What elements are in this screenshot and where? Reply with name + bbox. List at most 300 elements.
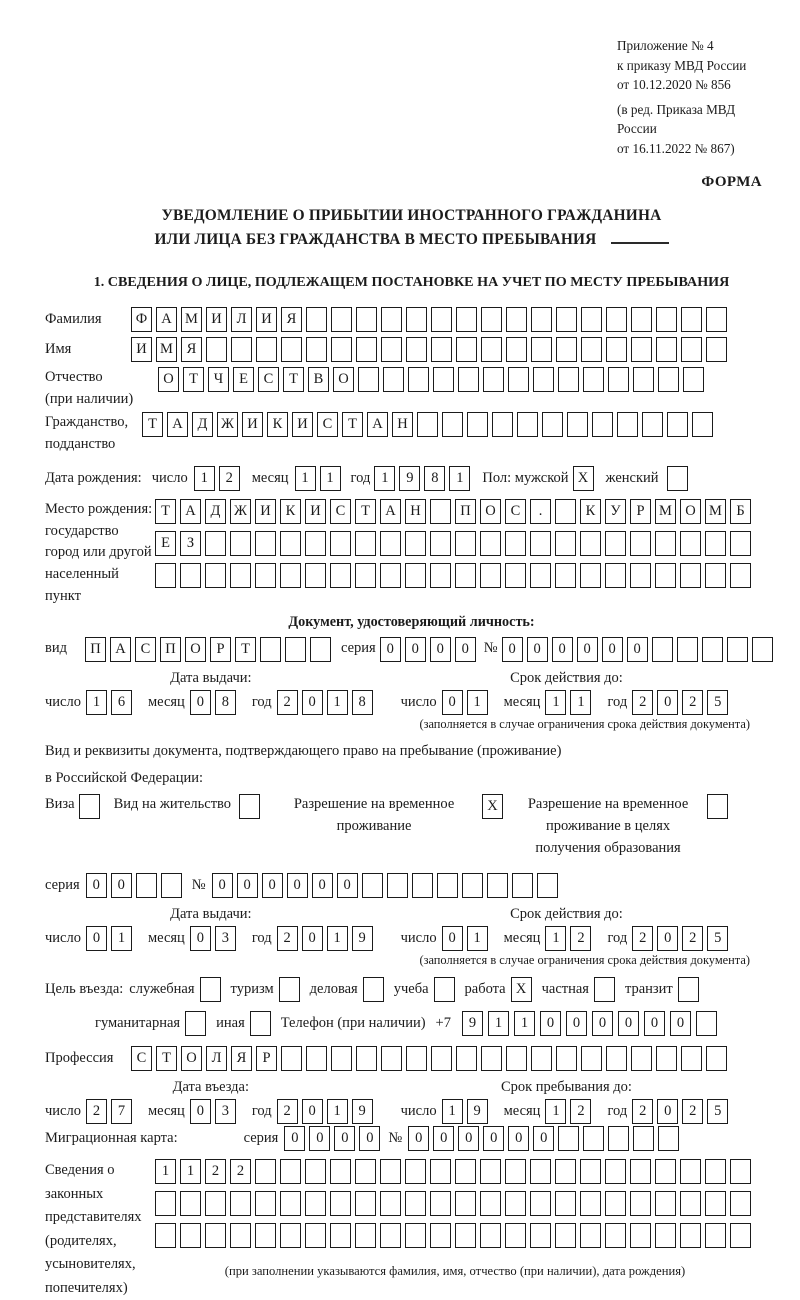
char-box[interactable] bbox=[580, 563, 601, 588]
char-box[interactable] bbox=[658, 1126, 679, 1151]
char-box[interactable] bbox=[680, 1223, 701, 1248]
char-box[interactable]: 5 bbox=[707, 690, 728, 715]
char-box[interactable]: Т bbox=[183, 367, 204, 392]
char-box[interactable]: О bbox=[680, 499, 701, 524]
char-box[interactable]: 0 bbox=[644, 1011, 665, 1036]
char-box[interactable] bbox=[706, 337, 727, 362]
char-box[interactable] bbox=[531, 1046, 552, 1071]
char-box[interactable]: Т bbox=[283, 367, 304, 392]
purpose-transit-checkbox[interactable] bbox=[678, 977, 699, 1002]
char-box[interactable] bbox=[306, 1046, 327, 1071]
purpose-other-checkbox[interactable] bbox=[250, 1011, 271, 1036]
char-box[interactable] bbox=[683, 367, 704, 392]
char-box[interactable] bbox=[412, 873, 433, 898]
char-box[interactable] bbox=[567, 412, 588, 437]
char-box[interactable] bbox=[702, 637, 723, 662]
char-box[interactable] bbox=[430, 1191, 451, 1216]
char-box[interactable]: 0 bbox=[237, 873, 258, 898]
char-box[interactable]: 0 bbox=[540, 1011, 561, 1036]
char-box[interactable] bbox=[480, 1191, 501, 1216]
char-box[interactable] bbox=[305, 1159, 326, 1184]
char-box[interactable]: 1 bbox=[545, 690, 566, 715]
char-box[interactable] bbox=[730, 1191, 751, 1216]
char-box[interactable] bbox=[581, 307, 602, 332]
char-box[interactable]: С bbox=[258, 367, 279, 392]
char-box[interactable]: С bbox=[330, 499, 351, 524]
char-box[interactable]: Б bbox=[730, 499, 751, 524]
char-box[interactable]: 0 bbox=[337, 873, 358, 898]
char-box[interactable] bbox=[455, 1159, 476, 1184]
char-box[interactable]: Я bbox=[281, 307, 302, 332]
char-box[interactable] bbox=[677, 637, 698, 662]
char-box[interactable] bbox=[356, 307, 377, 332]
char-box[interactable] bbox=[430, 563, 451, 588]
char-box[interactable] bbox=[605, 563, 626, 588]
char-box[interactable] bbox=[255, 1159, 276, 1184]
char-box[interactable] bbox=[281, 1046, 302, 1071]
char-box[interactable] bbox=[355, 1191, 376, 1216]
char-box[interactable]: К bbox=[580, 499, 601, 524]
char-box[interactable] bbox=[431, 1046, 452, 1071]
char-box[interactable]: Е bbox=[233, 367, 254, 392]
char-box[interactable] bbox=[380, 1223, 401, 1248]
char-box[interactable] bbox=[458, 367, 479, 392]
char-box[interactable] bbox=[631, 1046, 652, 1071]
char-box[interactable]: 0 bbox=[190, 1099, 211, 1124]
char-box[interactable] bbox=[456, 1046, 477, 1071]
char-box[interactable] bbox=[530, 1223, 551, 1248]
char-box[interactable]: 9 bbox=[352, 1099, 373, 1124]
char-box[interactable] bbox=[555, 499, 576, 524]
char-box[interactable] bbox=[681, 1046, 702, 1071]
char-box[interactable] bbox=[455, 1191, 476, 1216]
char-box[interactable]: 1 bbox=[449, 466, 470, 491]
char-box[interactable] bbox=[387, 873, 408, 898]
char-box[interactable] bbox=[155, 1223, 176, 1248]
char-box[interactable] bbox=[505, 563, 526, 588]
char-box[interactable]: 1 bbox=[180, 1159, 201, 1184]
char-box[interactable] bbox=[605, 531, 626, 556]
char-box[interactable]: 0 bbox=[380, 637, 401, 662]
char-box[interactable] bbox=[381, 1046, 402, 1071]
char-box[interactable]: 9 bbox=[462, 1011, 483, 1036]
char-box[interactable] bbox=[205, 563, 226, 588]
purpose-humanitarian-checkbox[interactable] bbox=[185, 1011, 206, 1036]
char-box[interactable]: 0 bbox=[618, 1011, 639, 1036]
char-box[interactable] bbox=[655, 1159, 676, 1184]
char-box[interactable]: 0 bbox=[86, 926, 107, 951]
char-box[interactable] bbox=[358, 367, 379, 392]
char-box[interactable] bbox=[558, 367, 579, 392]
char-box[interactable]: Т bbox=[156, 1046, 177, 1071]
char-box[interactable] bbox=[230, 563, 251, 588]
char-box[interactable] bbox=[592, 412, 613, 437]
char-box[interactable]: 2 bbox=[86, 1099, 107, 1124]
char-box[interactable]: 2 bbox=[230, 1159, 251, 1184]
char-box[interactable] bbox=[455, 1223, 476, 1248]
char-box[interactable]: П bbox=[455, 499, 476, 524]
char-box[interactable] bbox=[492, 412, 513, 437]
char-box[interactable] bbox=[642, 412, 663, 437]
char-box[interactable]: 5 bbox=[707, 1099, 728, 1124]
char-box[interactable] bbox=[656, 337, 677, 362]
char-box[interactable]: 3 bbox=[215, 926, 236, 951]
char-box[interactable] bbox=[556, 1046, 577, 1071]
char-box[interactable]: 1 bbox=[155, 1159, 176, 1184]
visa-checkbox[interactable] bbox=[79, 794, 100, 819]
char-box[interactable] bbox=[155, 563, 176, 588]
char-box[interactable] bbox=[305, 563, 326, 588]
char-box[interactable]: 0 bbox=[302, 926, 323, 951]
char-box[interactable]: 0 bbox=[455, 637, 476, 662]
char-box[interactable]: В bbox=[308, 367, 329, 392]
char-box[interactable] bbox=[355, 531, 376, 556]
char-box[interactable] bbox=[362, 873, 383, 898]
char-box[interactable]: Р bbox=[210, 637, 231, 662]
char-box[interactable]: Е bbox=[155, 531, 176, 556]
char-box[interactable] bbox=[180, 563, 201, 588]
char-box[interactable] bbox=[255, 1223, 276, 1248]
char-box[interactable] bbox=[605, 1159, 626, 1184]
char-box[interactable] bbox=[533, 367, 554, 392]
char-box[interactable]: З bbox=[180, 531, 201, 556]
char-box[interactable] bbox=[681, 307, 702, 332]
char-box[interactable]: 0 bbox=[408, 1126, 429, 1151]
char-box[interactable] bbox=[330, 531, 351, 556]
char-box[interactable]: 0 bbox=[111, 873, 132, 898]
char-box[interactable] bbox=[331, 1046, 352, 1071]
char-box[interactable] bbox=[606, 307, 627, 332]
char-box[interactable]: 0 bbox=[212, 873, 233, 898]
char-box[interactable]: 0 bbox=[262, 873, 283, 898]
char-box[interactable] bbox=[255, 531, 276, 556]
char-box[interactable]: 6 bbox=[111, 690, 132, 715]
char-box[interactable]: 1 bbox=[488, 1011, 509, 1036]
char-box[interactable] bbox=[606, 1046, 627, 1071]
char-box[interactable] bbox=[433, 367, 454, 392]
char-box[interactable] bbox=[656, 307, 677, 332]
char-box[interactable]: Ф bbox=[131, 307, 152, 332]
char-box[interactable]: С bbox=[135, 637, 156, 662]
char-box[interactable]: 1 bbox=[570, 690, 591, 715]
char-box[interactable] bbox=[487, 873, 508, 898]
purpose-study-checkbox[interactable] bbox=[434, 977, 455, 1002]
char-box[interactable]: 0 bbox=[592, 1011, 613, 1036]
char-box[interactable] bbox=[505, 531, 526, 556]
char-box[interactable] bbox=[556, 337, 577, 362]
char-box[interactable]: Я bbox=[181, 337, 202, 362]
char-box[interactable]: А bbox=[110, 637, 131, 662]
char-box[interactable] bbox=[437, 873, 458, 898]
char-box[interactable]: . bbox=[530, 499, 551, 524]
char-box[interactable] bbox=[505, 1191, 526, 1216]
char-box[interactable]: К bbox=[280, 499, 301, 524]
char-box[interactable] bbox=[505, 1223, 526, 1248]
char-box[interactable] bbox=[655, 563, 676, 588]
char-box[interactable] bbox=[380, 1191, 401, 1216]
char-box[interactable] bbox=[655, 1191, 676, 1216]
char-box[interactable]: 3 bbox=[215, 1099, 236, 1124]
char-box[interactable] bbox=[656, 1046, 677, 1071]
char-box[interactable]: К bbox=[267, 412, 288, 437]
char-box[interactable] bbox=[580, 531, 601, 556]
char-box[interactable]: И bbox=[292, 412, 313, 437]
char-box[interactable] bbox=[581, 337, 602, 362]
char-box[interactable]: 0 bbox=[602, 637, 623, 662]
char-box[interactable] bbox=[555, 531, 576, 556]
char-box[interactable] bbox=[530, 563, 551, 588]
sex-female-checkbox[interactable] bbox=[667, 466, 688, 491]
char-box[interactable] bbox=[517, 412, 538, 437]
char-box[interactable] bbox=[480, 1159, 501, 1184]
char-box[interactable] bbox=[617, 412, 638, 437]
char-box[interactable]: 2 bbox=[632, 1099, 653, 1124]
char-box[interactable] bbox=[431, 337, 452, 362]
char-box[interactable]: Л bbox=[206, 1046, 227, 1071]
char-box[interactable]: 0 bbox=[190, 690, 211, 715]
char-box[interactable]: 1 bbox=[545, 926, 566, 951]
char-box[interactable] bbox=[205, 1223, 226, 1248]
char-box[interactable] bbox=[406, 337, 427, 362]
char-box[interactable]: 9 bbox=[399, 466, 420, 491]
char-box[interactable] bbox=[730, 531, 751, 556]
char-box[interactable]: 0 bbox=[458, 1126, 479, 1151]
char-box[interactable] bbox=[730, 1159, 751, 1184]
char-box[interactable] bbox=[727, 637, 748, 662]
char-box[interactable] bbox=[555, 1223, 576, 1248]
char-box[interactable] bbox=[508, 367, 529, 392]
char-box[interactable] bbox=[280, 563, 301, 588]
char-box[interactable] bbox=[556, 307, 577, 332]
char-box[interactable] bbox=[255, 563, 276, 588]
char-box[interactable] bbox=[305, 1191, 326, 1216]
char-box[interactable] bbox=[531, 307, 552, 332]
char-box[interactable]: 1 bbox=[295, 466, 316, 491]
char-box[interactable]: 0 bbox=[627, 637, 648, 662]
char-box[interactable]: 0 bbox=[527, 637, 548, 662]
char-box[interactable] bbox=[285, 637, 306, 662]
char-box[interactable]: 0 bbox=[309, 1126, 330, 1151]
char-box[interactable] bbox=[280, 1159, 301, 1184]
char-box[interactable]: Т bbox=[342, 412, 363, 437]
char-box[interactable]: Т bbox=[155, 499, 176, 524]
char-box[interactable]: Д bbox=[205, 499, 226, 524]
char-box[interactable] bbox=[481, 337, 502, 362]
char-box[interactable]: 0 bbox=[284, 1126, 305, 1151]
char-box[interactable] bbox=[705, 531, 726, 556]
char-box[interactable] bbox=[380, 563, 401, 588]
char-box[interactable]: 2 bbox=[632, 926, 653, 951]
char-box[interactable] bbox=[330, 1223, 351, 1248]
char-box[interactable] bbox=[406, 1046, 427, 1071]
char-box[interactable]: 1 bbox=[320, 466, 341, 491]
char-box[interactable] bbox=[705, 1159, 726, 1184]
sex-male-checkbox[interactable]: X bbox=[573, 466, 594, 491]
char-box[interactable] bbox=[680, 1191, 701, 1216]
char-box[interactable] bbox=[405, 563, 426, 588]
char-box[interactable] bbox=[631, 307, 652, 332]
char-box[interactable] bbox=[580, 1159, 601, 1184]
char-box[interactable] bbox=[280, 1191, 301, 1216]
char-box[interactable] bbox=[692, 412, 713, 437]
char-box[interactable]: А bbox=[167, 412, 188, 437]
char-box[interactable] bbox=[205, 531, 226, 556]
char-box[interactable]: 9 bbox=[467, 1099, 488, 1124]
char-box[interactable] bbox=[705, 1223, 726, 1248]
char-box[interactable]: 0 bbox=[312, 873, 333, 898]
char-box[interactable]: 0 bbox=[442, 690, 463, 715]
char-box[interactable] bbox=[530, 1191, 551, 1216]
char-box[interactable] bbox=[705, 563, 726, 588]
char-box[interactable]: 2 bbox=[682, 1099, 703, 1124]
char-box[interactable] bbox=[380, 1159, 401, 1184]
char-box[interactable] bbox=[630, 563, 651, 588]
char-box[interactable] bbox=[180, 1223, 201, 1248]
char-box[interactable]: 0 bbox=[442, 926, 463, 951]
char-box[interactable] bbox=[667, 412, 688, 437]
char-box[interactable] bbox=[161, 873, 182, 898]
char-box[interactable] bbox=[330, 563, 351, 588]
char-box[interactable] bbox=[281, 337, 302, 362]
char-box[interactable]: 2 bbox=[570, 1099, 591, 1124]
char-box[interactable]: 0 bbox=[302, 690, 323, 715]
char-box[interactable] bbox=[306, 337, 327, 362]
char-box[interactable] bbox=[537, 873, 558, 898]
char-box[interactable] bbox=[206, 337, 227, 362]
char-box[interactable] bbox=[606, 337, 627, 362]
char-box[interactable] bbox=[230, 1223, 251, 1248]
char-box[interactable]: 2 bbox=[277, 690, 298, 715]
temp-permit-checkbox[interactable]: X bbox=[482, 794, 503, 819]
char-box[interactable] bbox=[752, 637, 773, 662]
char-box[interactable]: И bbox=[242, 412, 263, 437]
residence-permit-checkbox[interactable] bbox=[239, 794, 260, 819]
char-box[interactable]: 2 bbox=[570, 926, 591, 951]
char-box[interactable] bbox=[255, 1191, 276, 1216]
char-box[interactable] bbox=[430, 1223, 451, 1248]
char-box[interactable]: 1 bbox=[467, 690, 488, 715]
char-box[interactable] bbox=[530, 531, 551, 556]
char-box[interactable] bbox=[608, 1126, 629, 1151]
char-box[interactable]: М bbox=[705, 499, 726, 524]
char-box[interactable] bbox=[696, 1011, 717, 1036]
char-box[interactable] bbox=[480, 563, 501, 588]
char-box[interactable]: 0 bbox=[533, 1126, 554, 1151]
char-box[interactable] bbox=[280, 1223, 301, 1248]
char-box[interactable] bbox=[408, 367, 429, 392]
char-box[interactable] bbox=[383, 367, 404, 392]
char-box[interactable] bbox=[652, 637, 673, 662]
char-box[interactable] bbox=[706, 307, 727, 332]
char-box[interactable]: Я bbox=[231, 1046, 252, 1071]
char-box[interactable] bbox=[480, 1223, 501, 1248]
char-box[interactable]: 1 bbox=[327, 1099, 348, 1124]
char-box[interactable] bbox=[580, 1191, 601, 1216]
char-box[interactable] bbox=[136, 873, 157, 898]
purpose-business-checkbox[interactable] bbox=[363, 977, 384, 1002]
char-box[interactable] bbox=[608, 367, 629, 392]
char-box[interactable] bbox=[405, 531, 426, 556]
char-box[interactable] bbox=[555, 1159, 576, 1184]
char-box[interactable] bbox=[655, 1223, 676, 1248]
char-box[interactable] bbox=[306, 307, 327, 332]
char-box[interactable]: 0 bbox=[190, 926, 211, 951]
char-box[interactable]: А bbox=[180, 499, 201, 524]
char-box[interactable]: 0 bbox=[577, 637, 598, 662]
char-box[interactable]: 0 bbox=[670, 1011, 691, 1036]
char-box[interactable] bbox=[481, 307, 502, 332]
char-box[interactable]: 0 bbox=[287, 873, 308, 898]
char-box[interactable]: 1 bbox=[467, 926, 488, 951]
char-box[interactable] bbox=[631, 337, 652, 362]
char-box[interactable]: 2 bbox=[205, 1159, 226, 1184]
char-box[interactable] bbox=[405, 1223, 426, 1248]
char-box[interactable] bbox=[430, 531, 451, 556]
char-box[interactable] bbox=[505, 1159, 526, 1184]
char-box[interactable]: О bbox=[185, 637, 206, 662]
char-box[interactable] bbox=[355, 563, 376, 588]
char-box[interactable] bbox=[355, 1159, 376, 1184]
char-box[interactable]: 0 bbox=[433, 1126, 454, 1151]
char-box[interactable]: Ч bbox=[208, 367, 229, 392]
purpose-official-checkbox[interactable] bbox=[200, 977, 221, 1002]
char-box[interactable]: 1 bbox=[442, 1099, 463, 1124]
char-box[interactable]: М bbox=[156, 337, 177, 362]
char-box[interactable] bbox=[231, 337, 252, 362]
char-box[interactable] bbox=[381, 337, 402, 362]
char-box[interactable] bbox=[681, 337, 702, 362]
char-box[interactable] bbox=[380, 531, 401, 556]
char-box[interactable] bbox=[680, 1159, 701, 1184]
char-box[interactable]: 2 bbox=[632, 690, 653, 715]
char-box[interactable] bbox=[230, 531, 251, 556]
char-box[interactable]: С bbox=[317, 412, 338, 437]
char-box[interactable] bbox=[180, 1191, 201, 1216]
purpose-tourism-checkbox[interactable] bbox=[279, 977, 300, 1002]
char-box[interactable]: 0 bbox=[657, 926, 678, 951]
char-box[interactable] bbox=[430, 499, 451, 524]
char-box[interactable] bbox=[680, 531, 701, 556]
char-box[interactable]: А bbox=[367, 412, 388, 437]
char-box[interactable] bbox=[583, 367, 604, 392]
char-box[interactable]: О bbox=[158, 367, 179, 392]
purpose-work-checkbox[interactable]: X bbox=[511, 977, 532, 1002]
char-box[interactable]: И bbox=[206, 307, 227, 332]
char-box[interactable] bbox=[633, 367, 654, 392]
char-box[interactable]: 1 bbox=[327, 690, 348, 715]
char-box[interactable]: 2 bbox=[277, 1099, 298, 1124]
char-box[interactable] bbox=[481, 1046, 502, 1071]
char-box[interactable] bbox=[530, 1159, 551, 1184]
char-box[interactable]: 0 bbox=[359, 1126, 380, 1151]
char-box[interactable]: 7 bbox=[111, 1099, 132, 1124]
char-box[interactable] bbox=[381, 307, 402, 332]
char-box[interactable]: П bbox=[85, 637, 106, 662]
char-box[interactable]: 1 bbox=[86, 690, 107, 715]
char-box[interactable]: Т bbox=[355, 499, 376, 524]
char-box[interactable]: А bbox=[380, 499, 401, 524]
char-box[interactable]: Ж bbox=[230, 499, 251, 524]
char-box[interactable] bbox=[406, 307, 427, 332]
char-box[interactable]: 0 bbox=[86, 873, 107, 898]
char-box[interactable]: О bbox=[181, 1046, 202, 1071]
char-box[interactable] bbox=[331, 337, 352, 362]
char-box[interactable] bbox=[705, 1191, 726, 1216]
char-box[interactable]: 1 bbox=[327, 926, 348, 951]
char-box[interactable] bbox=[305, 1223, 326, 1248]
char-box[interactable] bbox=[455, 563, 476, 588]
char-box[interactable]: 2 bbox=[682, 690, 703, 715]
